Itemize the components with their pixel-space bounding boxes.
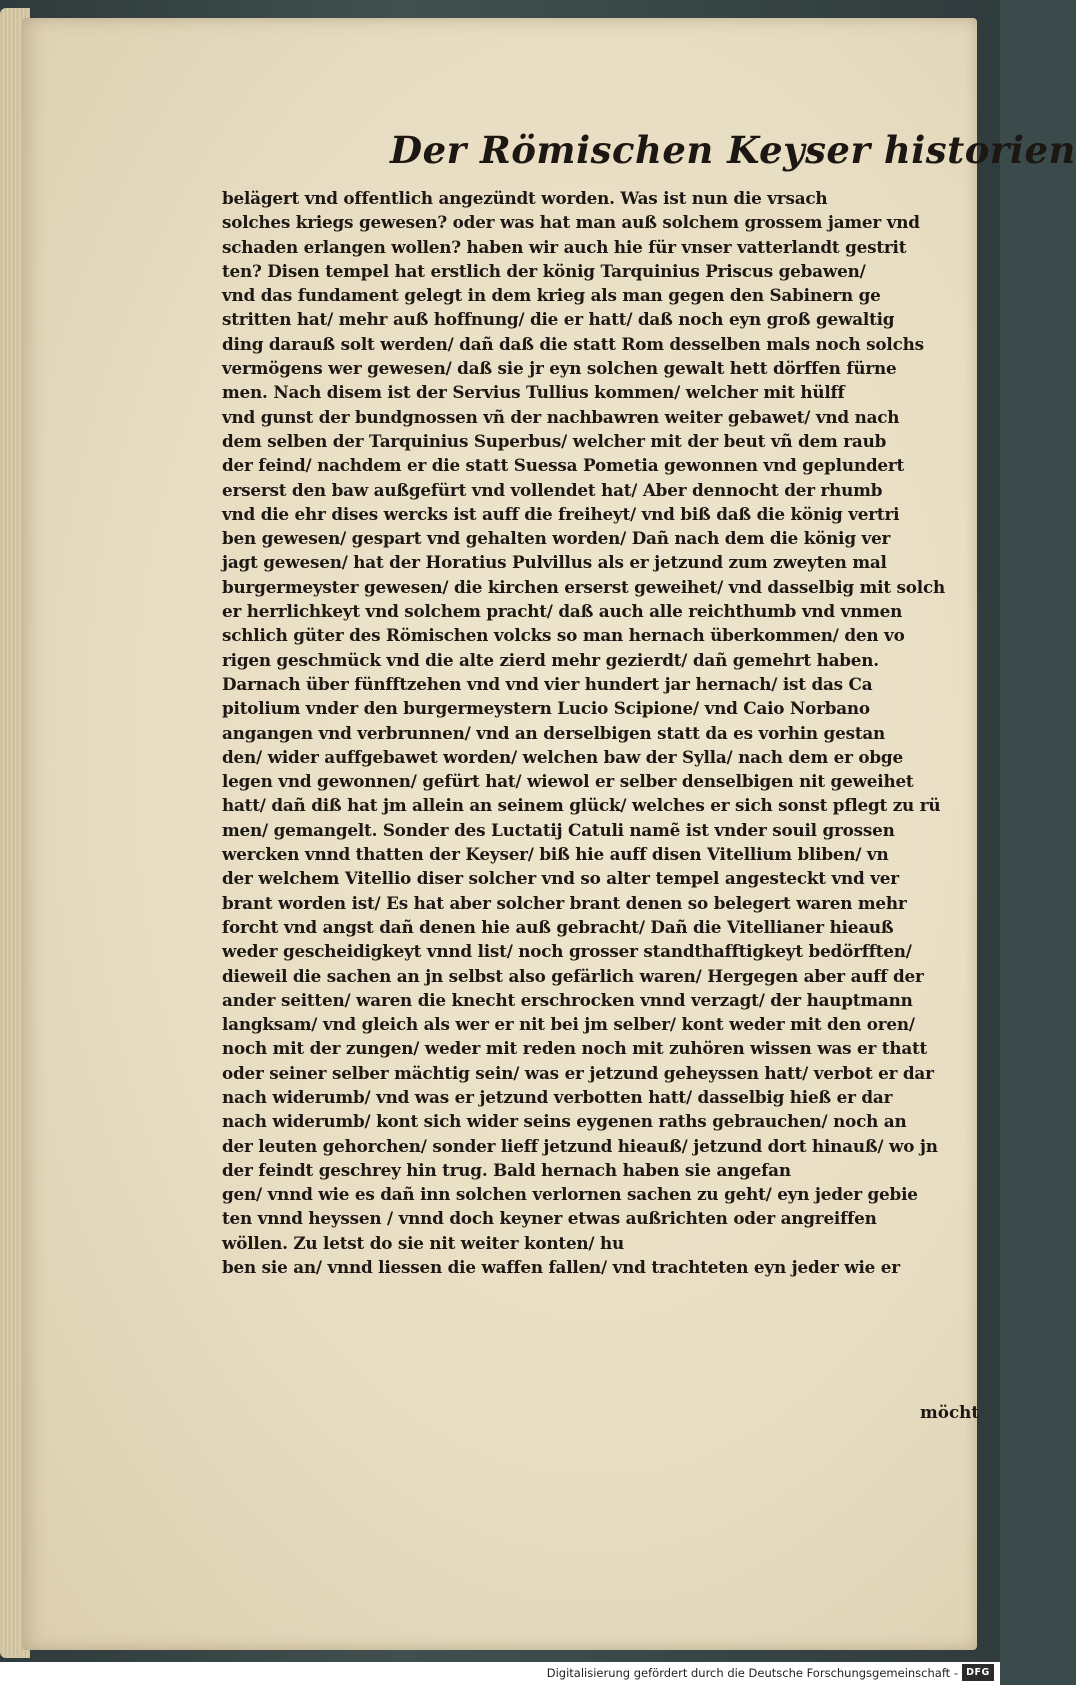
text-line: schlich güter des Römischen volcks so man hernach überkommen/ den vo [222,625,905,646]
text-line: pitolium vnder den burgermeystern Lucio Scipione/ vnd Caio Norbano [222,698,870,719]
text-line: weder gescheidigkeyt vnnd list/ noch grosser standthafftigkeyt bedörfften/ [222,941,912,962]
text-line: ding darauß solt werden/ dañ daß die statt Rom desselben mals noch solchs [222,333,924,354]
text-line: der welchem Vitellio diser solcher vnd so alter tempel angesteckt vnd ver [222,868,899,889]
text-line: nach widerumb/ kont sich wider seins eygenen raths gebrauchen/ noch an [222,1111,907,1132]
digitization-credit: Digitalisierung gefördert durch die Deutsche Forschungsgemeinschaft - [546,1666,958,1680]
text-line: men. Nach disem ist der Servius Tullius kommen/ welcher mit hülff [222,382,845,403]
text-line: der feind/ nachdem er die statt Suessa Pometia gewonnen vnd geplundert [222,455,905,476]
text-line: jagt gewesen/ hat der Horatius Pulvillus als er jetzund zum zweyten mal [222,552,887,573]
text-line: erserst den baw außgefürt vnd vollendet hat/ Aber dennocht der rhumb [222,479,883,500]
text-line: wöllen. Zu letst do sie nit weiter konten/ hu [222,1232,625,1253]
text-line: dieweil die sachen an jn selbst also gefärlich waren/ Hergegen aber auff der [222,965,924,986]
text-line: ander seitten/ waren die knecht erschrocken vnnd verzagt/ der hauptmann [222,989,913,1010]
text-line: der feindt geschrey hin trug. Bald hernach haben sie angefan [222,1159,791,1180]
text-line: vnd gunst der bundgnossen vñ der nachbawren weiter gebawet/ vnd nach [222,406,900,427]
text-line: vnd das fundament gelegt in dem krieg als man gegen den Sabinern ge [222,285,881,306]
text-line: vermögens wer gewesen/ daß sie jr eyn solchen gewalt hett dörffen fürne [222,358,897,379]
text-line: legen vnd gewonnen/ gefürt hat/ wiewol er selber denselbigen nit geweihet [222,771,914,792]
text-line: forcht vnd angst dañ denen hie auß gebracht/ Dañ die Vitellianer hieauß [222,916,894,937]
text-line: nach widerumb/ vnd was er jetzund verbotten hatt/ dasselbig hieß er dar [222,1086,893,1107]
text-line: gen/ vnnd wie es dañ inn solchen verlornen sachen zu geht/ eyn jeder gebie [222,1184,918,1205]
text-line: hatt/ dañ diß hat jm allein an seinem glück/ welches er sich sonst pflegt zu rü [222,795,941,816]
text-line: vnd die ehr dises wercks ist auff die freiheyt/ vnd biß daß die könig vertri [222,503,900,524]
text-line: ten? Disen tempel hat erstlich der könig Tarquinius Priscus gebawen/ [222,260,866,281]
body-text-block [222,186,962,1279]
text-line: noch mit der zungen/ weder mit reden noch mit zuhören wissen was er thatt [222,1038,928,1059]
catchword: möcht [920,1402,980,1422]
text-line: brant worden ist/ Es hat aber solcher brant denen so belegert waren mehr [222,892,907,913]
text-line: wercken vnnd thatten der Keyser/ biß hie auff disen Vitellium bliben/ vn [222,844,889,865]
text-line: er herrlichkeyt vnd solchem pracht/ daß auch alle reichthumb vnd vnmen [222,601,903,622]
text-line: den/ wider auffgebawet worden/ welchen baw der Sylla/ nach dem er obge [222,746,903,767]
text-line: men/ gemangelt. Sonder des Luctatij Catuli namẽ ist vnder souil grossen [222,819,895,840]
text-line: dem selben der Tarquinius Superbus/ welcher mit der beut vñ dem raub [222,430,887,451]
text-line: oder seiner selber mächtig sein/ was er jetzund geheyssen hatt/ verbot er dar [222,1062,934,1083]
text-line: der leuten gehorchen/ sonder lieff jetzund hieauß/ jetzund dort hinauß/ wo jn [222,1135,938,1156]
text-line: ben gewesen/ gespart vnd gehalten worden/ Dañ nach dem die könig ver [222,528,891,549]
text-line: angangen vnd verbrunnen/ vnd an derselbigen statt da es vorhin gestan [222,722,886,743]
dfg-logo: DFG [962,1664,994,1681]
text-line: rigen geschmück vnd die alte zierd mehr gezierdt/ dañ gemehrt haben. [222,649,879,670]
text-line: schaden erlangen wollen? haben wir auch hie für vnser vatterlandt gestrit [222,236,907,257]
text-line: ben sie an/ vnnd liessen die waffen fallen/ vnd trachteten eyn jeder wie er [222,1257,900,1278]
text-line: burgermeyster gewesen/ die kirchen erserst geweihet/ vnd dasselbig mit solch [222,576,945,597]
text-line: ten vnnd heyssen / vnnd doch keyner etwas außrichten oder angreiffen [222,1208,877,1229]
text-line: solches kriegs gewesen? oder was hat man auß solchem grossem jamer vnd [222,212,920,233]
text-line: stritten hat/ mehr auß hoffnung/ die er hatt/ daß noch eyn groß gewaltig [222,309,895,330]
text-line: langksam/ vnd gleich als wer er nit bei jm selber/ kont weder mit den oren/ [222,1014,915,1035]
text-line: Darnach über fünfftzehen vnd vnd vier hundert jar hernach/ ist das Ca [222,673,873,694]
text-line: belägert vnd offentlich angezündt worden. Was ist nun die vrsach [222,188,828,208]
running-title: Der Römischen Keyser historien [390,128,1076,172]
